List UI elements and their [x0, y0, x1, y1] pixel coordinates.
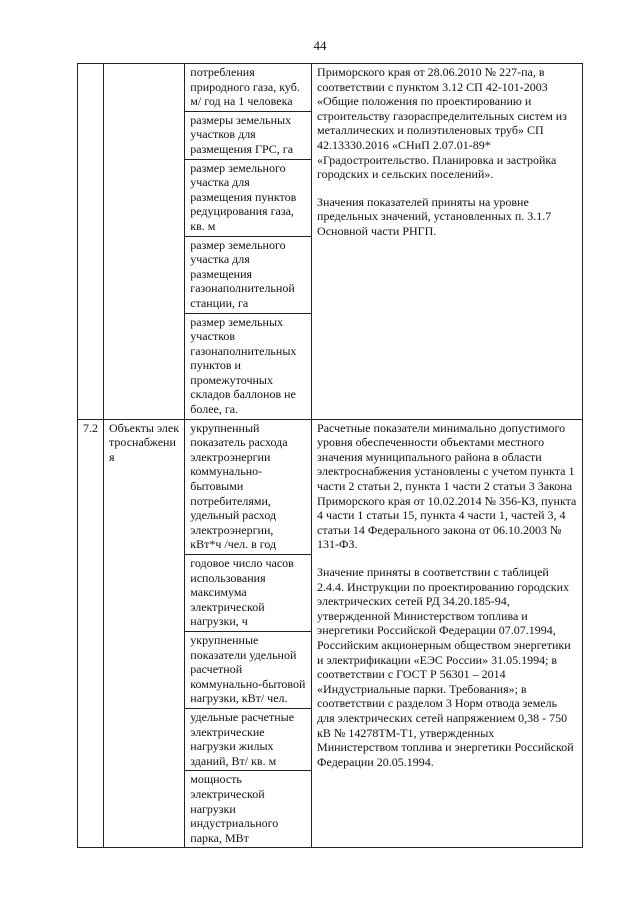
- indicators-cell: [185, 64, 312, 420]
- legal-basis-cell: [312, 419, 583, 848]
- object-name-cell: [104, 419, 185, 848]
- indicator-item: укрупненный показатель расхода электроэнергии коммунально-бытовыми потребителями, удельный расход электроэнергии, кВт*ч /чел. в год: [185, 420, 311, 555]
- indicator-item: потребления природного газа, куб. м/ год на 1 человека: [185, 64, 311, 112]
- indicator-item: удельные расчетные электрические нагрузки жилых зданий, Вт/ кв. м: [185, 709, 311, 771]
- indicator-item: годовое число часов использования максимума электрической нагрузки, ч: [185, 555, 311, 632]
- indicator-item: размер земельного участка для размещения пунктов редуцирования газа, кв. м: [185, 160, 311, 237]
- indicator-item: мощность электрической нагрузки индустриального парка, МВт: [190, 772, 279, 845]
- norms-table: [77, 63, 583, 848]
- page-number: 44: [313, 38, 327, 53]
- object-name-cell: [104, 64, 185, 420]
- indicator-item: размер земельного участка для размещения газонаполнительной станции, га: [185, 237, 311, 314]
- legal-basis-cell: [312, 64, 583, 420]
- legal-basis-paragraph: Приморского края от 28.06.2010 № 227-па, в соответствии с пунктом 3.12 СП 42-101-2003 «Общие положения по проектированию и строительству газораспределительных систем из металлических и полиэтиленовых труб» СП 42.13330.2016 «СНиП 2.07.01-89* «Градостроительство. Планировка и застройка городских и сельских поселений».: [317, 65, 567, 182]
- table-row-gas-continued: [78, 64, 583, 420]
- table-row-electricity: [78, 419, 583, 848]
- indicators-cell: [185, 419, 312, 848]
- indicator-item: укрупненные показатели удельной расчетной коммунально-бытовой нагрузки, кВт/ чел.: [185, 632, 311, 709]
- legal-basis-paragraph: Расчетные показатели минимально допустимого уровня обеспеченности объектами местного значения муниципального района в области электроснабжения установлены с учетом пункта 1 части 2 статьи 2, пункта 1 части 2 статьи 3 Закона Приморского края от 10.02.2014 № 356-КЗ, пункта 4 части 1 статьи 15, пункта 4 части 1, частей 3, 4 статьи 14 Федерального закона от 06.10.2003 № 131-ФЗ.: [317, 420, 577, 552]
- legal-basis-paragraph: Значения показателей приняты на уровне предельных значений, установленных п. 3.1.7 Основной части РНГП.: [317, 194, 552, 238]
- indicator-item: размеры земельных участков для размещения ГРС, га: [185, 112, 311, 160]
- row-number-cell: 7.2: [78, 419, 104, 848]
- object-name-text: Объекты электроснабжения: [109, 420, 180, 464]
- row-number-cell: [78, 64, 104, 420]
- indicator-item: размер земельных участков газонаполнительных пунктов и промежуточных складов баллонов не более, га.: [190, 314, 297, 417]
- legal-basis-paragraph: Значение приняты в соответствии с таблицей 2.4.4. Инструкции по проектированию городских электрических сетей РД 34.20.185-94, утвержденной Министерством топлива и энергетики Российской Федерации 07.07.1994, Российским акционерным обществом энергетики и электрификации «ЕЭС России» 31.05.1994; в соответствии с ГОСТ Р 56301 – 2014 «Индустриальные парки. Требования»; в соответствии с разделом 3 Норм отвода земель для электрических сетей напряжением 0,38 - 750 кВ № 14278ТМ-Т1, утвержденных Министерством топлива и энергетики Российской Федерации 20.05.1994.: [317, 565, 574, 769]
